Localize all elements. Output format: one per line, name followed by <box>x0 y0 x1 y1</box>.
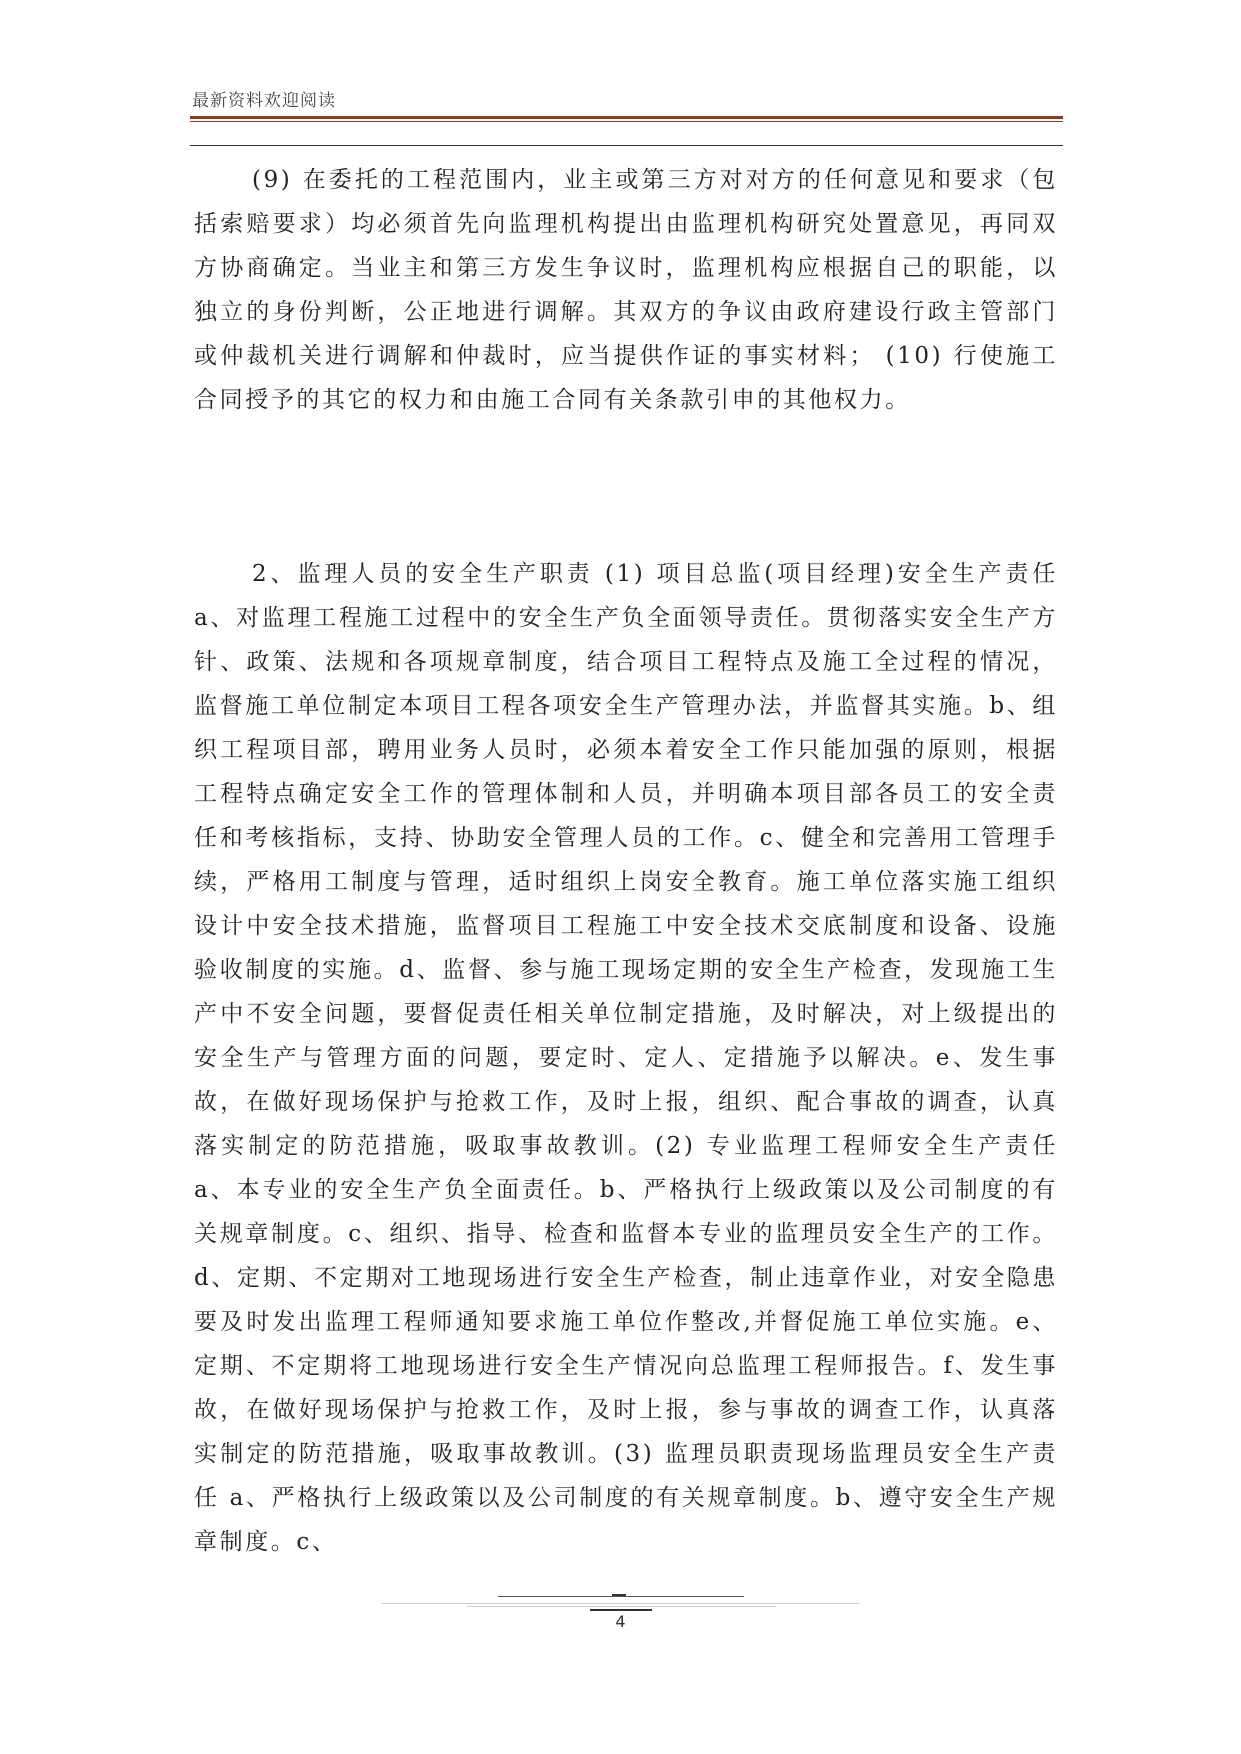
header-rule-thick <box>190 116 1063 119</box>
header-rule-thin <box>190 121 1063 122</box>
paragraph-2: 2、监理人员的安全生产职责 (1) 项目总监(项目经理)安全生产责任 a、对监理工程施工过程中的安全生产负全面领导责任。贯彻落实安全生产方针、政策、法规和各项规章制度，结合项目工程特点及施工全过程的情况，监督施工单位制定本项目工程各项安全生产管理办法，并监督其实施。b、组织工程项目部，聘用业务人员时，必须本着安全工作只能加强的原则，根据工程特点确定安全工作的管理体制和人员，并明确本项目部各员工的安全责任和考核指标，支持、协助安全管理人员的工作。c、健全和完善用工管理手续，严格用工制度与管理，适时组织上岗安全教育。施工单位落实施工组织设计中安全技术措施，监督项目工程施工中安全技术交底制度和设备、设施验收制度的实施。d、监督、参与施工现场定期的安全生产检查，发现施工生产中不安全问题，要督促责任相关单位制定措施，及时解决，对上级提出的安全生产与管理方面的问题，要定时、定人、定措施予以解决。e、发生事故，在做好现场保护与抢救工作，及时上报，组织、配合事故的调查，认真落实制定的防范措施，吸取事故教训。(2) 专业监理工程师安全生产责任 a、本专业的安全生产负全面责任。b、严格执行上级政策以及公司制度的有关规章制度。c、组织、指导、检查和监督本专业的监理员安全生产的工作。d、定期、不定期对工地现场进行安全生产检查，制止违章作业，对安全隐患要及时发出监理工程师通知要求施工单位作整改,并督促施工单位实施。e、定期、不定期将工地现场进行安全生产情况向总监理工程师报告。f、发生事故，在做好现场保护与抢救工作，及时上报，参与事故的调查工作，认真落实制定的防范措施，吸取事故教训。(3) 监理员职责现场监理员安全生产责任 a、严格执行上级政策以及公司制度的有关规章制度。b、遵守安全生产规章制度。c、 <box>194 561 1058 1555</box>
paragraph-1: (9) 在委托的工程范围内，业主或第三方对对方的任何意见和要求（包括索赔要求）均必须首先向监理机构提出由监理机构研究处置意见，再同双方协商确定。当业主和第三方发生争议时，监理机构应根据自己的职能，以独立的身份判断，公正地进行调解。其双方的争议由政府建设行政主管部门或仲裁机关进行调解和仲裁时，应当提供作证的事实材料； (10) 行使施工合同授予的其它的权力和由施工合同有关条款引申的其他权力。 <box>194 167 1058 413</box>
page-number: 4 <box>615 1612 626 1631</box>
top-divider <box>190 145 1063 146</box>
header-title: 最新资料欢迎阅读 <box>192 91 336 111</box>
footer-line-1 <box>498 1596 744 1597</box>
footer-line-3 <box>466 1606 776 1607</box>
footer-line-2 <box>382 1603 860 1604</box>
footer-line-4 <box>590 1609 652 1611</box>
